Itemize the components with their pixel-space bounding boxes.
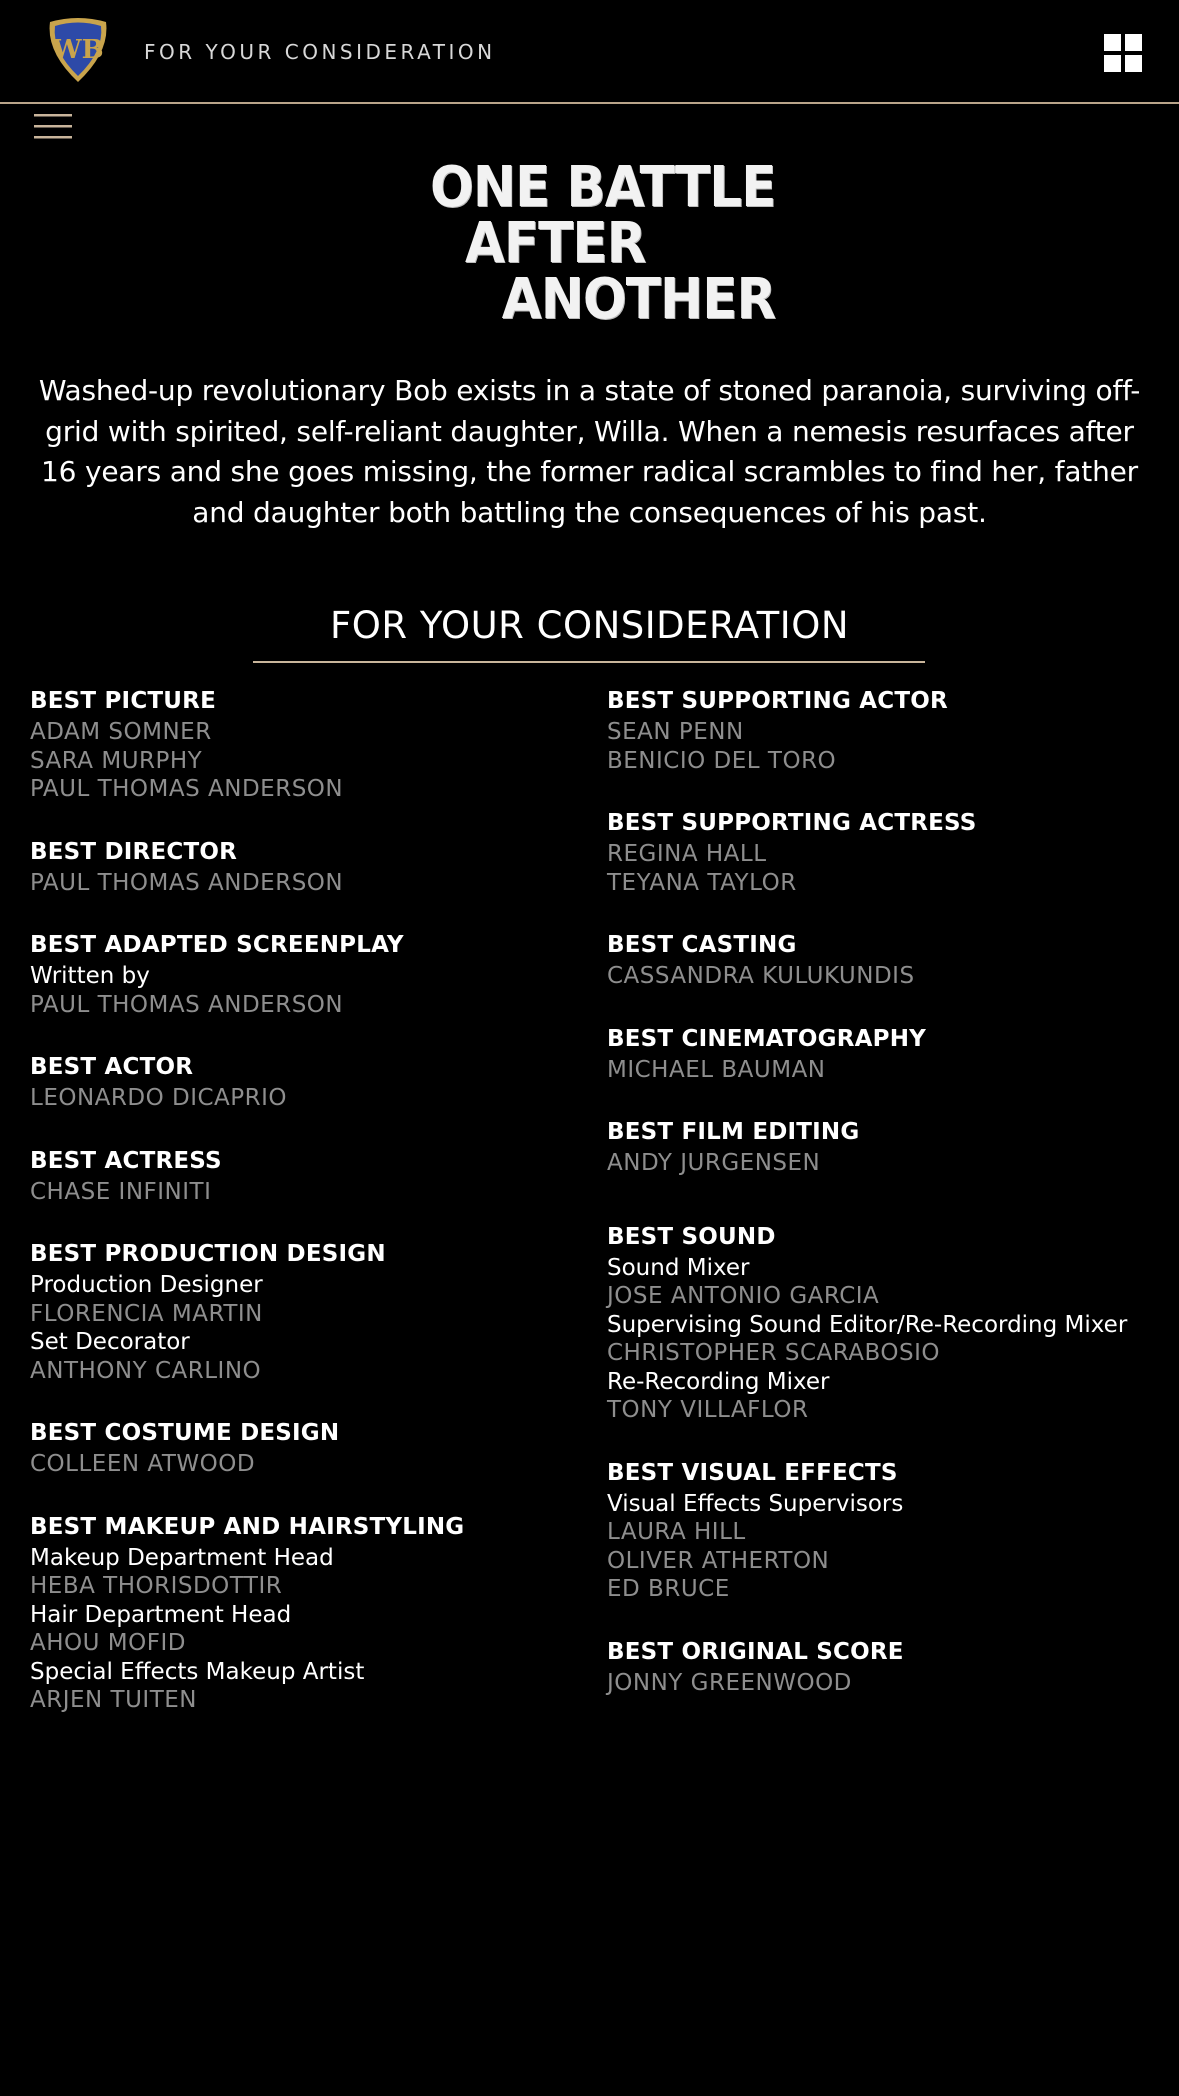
- category-best-visual-effects: [607, 1456, 1167, 1604]
- category-best-actress: [30, 1144, 590, 1207]
- nominee-name: JOSE ANTONIO GARCIA: [607, 1283, 880, 1309]
- nominee-name: AHOU MOFID: [30, 1630, 186, 1656]
- nominee-name: ED BRUCE: [607, 1576, 730, 1602]
- nominee-name: ANTHONY CARLINO: [30, 1357, 262, 1384]
- nominee-name: TONY VILLAFLOR: [607, 1397, 809, 1423]
- film-title-logo: [430, 155, 776, 332]
- nominee-name: CHRISTOPHER SCARABOSIO: [607, 1340, 940, 1366]
- film-title-line-1: ONE BATTLE: [430, 155, 776, 220]
- nominee-name: ANDY JURGENSEN: [607, 1150, 821, 1176]
- film-title-line-3: ANOTHER: [501, 267, 776, 332]
- hamburger-menu-icon[interactable]: [34, 112, 72, 142]
- category-title: BEST SOUND: [607, 1223, 776, 1250]
- category-title: BEST MAKEUP AND HAIRSTYLING: [30, 1513, 465, 1540]
- nominee-name: ADAM SOMNER: [30, 719, 212, 745]
- nominee-name: SARA MURPHY: [30, 747, 203, 774]
- wb-logo-text: WB: [52, 35, 104, 65]
- film-title-line-2: AFTER: [464, 211, 646, 276]
- nominee-name: REGINA HALL: [607, 841, 767, 867]
- category-best-production-design: [30, 1237, 590, 1385]
- category-title: BEST SUPPORTING ACTOR: [607, 688, 948, 714]
- nominee-name: PAUL THOMAS ANDERSON: [30, 869, 344, 896]
- nominee-name: TEYANA TAYLOR: [607, 869, 797, 896]
- category-best-film-editing: [607, 1115, 1167, 1178]
- nominee-name: ARJEN TUITEN: [30, 1687, 197, 1713]
- category-best-cinematography: [607, 1022, 1167, 1085]
- category-title: BEST VISUAL EFFECTS: [607, 1459, 898, 1486]
- category-title: BEST ADAPTED SCREENPLAY: [30, 932, 404, 958]
- film-synopsis: Washed-up revolutionary Bob exists in a state of stoned paranoia, surviving off-grid with spirited, self-reliant daughter, Willa. When a nemesis resurfaces after 16 years and she goes missing, the former radical scrambles to find her, father and daughter both battling the consequences of his past.: [38, 374, 1141, 529]
- nominee-role: Set Decorator: [30, 1329, 190, 1355]
- grid-icon[interactable]: [1104, 34, 1142, 72]
- nominee-name: SEAN PENN: [607, 719, 744, 745]
- category-best-actor: [30, 1050, 590, 1113]
- nominee-name: OLIVER ATHERTON: [607, 1547, 830, 1574]
- nominee-name: BENICIO DEL TORO: [607, 747, 837, 774]
- right-category-column: [607, 684, 1167, 1728]
- category-title: BEST FILM EDITING: [607, 1119, 860, 1145]
- category-title: BEST SUPPORTING ACTRESS: [607, 810, 977, 836]
- nominee-name: PAUL THOMAS ANDERSON: [30, 776, 344, 802]
- fyc-divider: [253, 661, 925, 663]
- wb-shield-logo-icon[interactable]: [44, 16, 112, 86]
- nominee-role: Production Designer: [30, 1272, 263, 1298]
- category-best-original-score: [607, 1635, 1167, 1698]
- category-best-casting: [607, 928, 1167, 991]
- nominee-name: CASSANDRA KULUKUNDIS: [607, 963, 915, 989]
- nominee-name: LAURA HILL: [607, 1519, 746, 1545]
- category-title: BEST PICTURE: [30, 688, 216, 714]
- nominee-role: Supervising Sound Editor/Re-Recording Mixer: [607, 1311, 1128, 1338]
- nominee-role: Visual Effects Supervisors: [607, 1490, 904, 1517]
- site-header: [0, 0, 1179, 104]
- nominee-name: CHASE INFINITI: [30, 1178, 212, 1205]
- category-best-picture: [30, 684, 590, 804]
- nominee-name: HEBA THORISDOTTIR: [30, 1573, 283, 1599]
- category-best-makeup-and-hairstyling: [30, 1510, 590, 1715]
- category-title: BEST DIRECTOR: [30, 838, 238, 865]
- nominee-name: COLLEEN ATWOOD: [30, 1451, 256, 1477]
- left-category-column: [30, 684, 590, 1746]
- fyc-heading: FOR YOUR CONSIDERATION: [330, 604, 849, 647]
- category-title: BEST COSTUME DESIGN: [30, 1420, 340, 1446]
- category-best-director: [30, 835, 590, 898]
- nominee-role: Makeup Department Head: [30, 1544, 334, 1571]
- category-title: BEST CASTING: [607, 932, 797, 958]
- category-title: BEST ORIGINAL SCORE: [607, 1638, 904, 1665]
- nominee-role: Re-Recording Mixer: [607, 1368, 830, 1395]
- nominee-role: Special Effects Makeup Artist: [30, 1658, 365, 1685]
- nominee-role: Written by: [30, 963, 150, 989]
- category-best-supporting-actress: [607, 806, 1167, 897]
- nominee-name: MICHAEL BAUMAN: [607, 1056, 826, 1083]
- category-title: BEST ACTOR: [30, 1054, 194, 1080]
- nominee-name: JONNY GREENWOOD: [607, 1669, 852, 1696]
- category-title: BEST ACTRESS: [30, 1147, 222, 1174]
- category-best-supporting-actor: [607, 684, 1167, 775]
- category-best-adapted-screenplay: [30, 928, 590, 1019]
- nominee-role: Hair Department Head: [30, 1601, 292, 1628]
- nominee-name: LEONARDO DICAPRIO: [30, 1085, 288, 1111]
- header-title: FOR YOUR CONSIDERATION: [144, 40, 496, 64]
- nominee-role: Sound Mixer: [607, 1254, 750, 1281]
- category-best-costume-design: [30, 1416, 590, 1479]
- category-title: BEST PRODUCTION DESIGN: [30, 1241, 386, 1267]
- nominee-name: FLORENCIA MARTIN: [30, 1300, 263, 1327]
- nominee-name: PAUL THOMAS ANDERSON: [30, 991, 344, 1018]
- category-title: BEST CINEMATOGRAPHY: [607, 1025, 926, 1052]
- category-best-sound: [607, 1220, 1167, 1425]
